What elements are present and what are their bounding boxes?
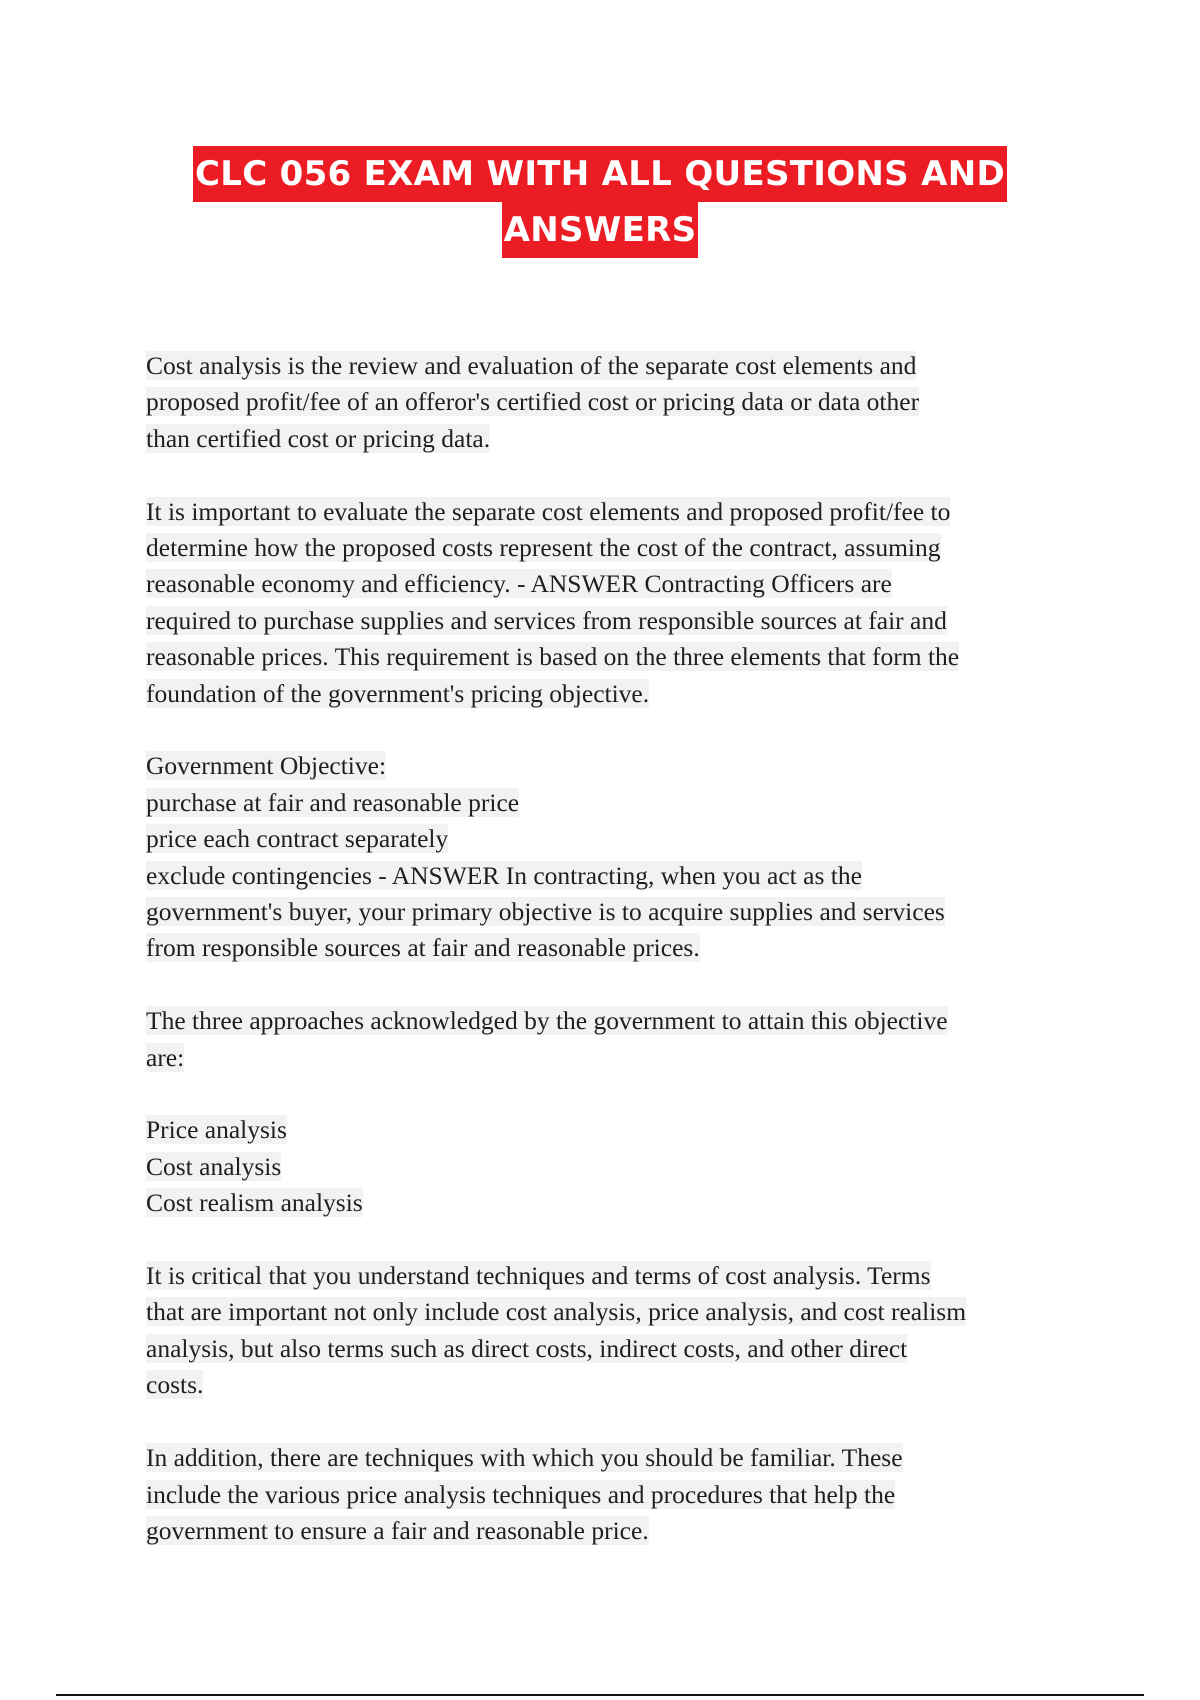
paragraph bbox=[146, 348, 1076, 457]
page-bottom-rule bbox=[56, 1694, 1144, 1696]
text-line: foundation of the government's pricing objective. bbox=[146, 678, 650, 708]
text-line: analysis, but also terms such as direct costs, indirect costs, and other direct bbox=[146, 1333, 908, 1363]
text-line: reasonable prices. This requirement is based on the three elements that form the bbox=[146, 642, 960, 672]
text-line: determine how the proposed costs represent the cost of the contract, assuming bbox=[146, 533, 941, 563]
text-line: It is important to evaluate the separate cost elements and proposed profit/fee to bbox=[146, 496, 951, 526]
document-body bbox=[146, 348, 1076, 1586]
text-line: exclude contingencies - ANSWER In contracting, when you act as the bbox=[146, 860, 862, 890]
text-line: include the various price analysis techniques and procedures that help the bbox=[146, 1479, 896, 1509]
paragraph bbox=[146, 748, 1076, 966]
text-line: are: bbox=[146, 1042, 185, 1072]
text-line: that are important not only include cost analysis, price analysis, and cost realism bbox=[146, 1297, 967, 1327]
text-line: It is critical that you understand techniques and terms of cost analysis. Terms bbox=[146, 1261, 931, 1291]
text-line: government's buyer, your primary objective is to acquire supplies and services bbox=[146, 897, 945, 927]
text-line: costs. bbox=[146, 1370, 204, 1400]
text-line: from responsible sources at fair and reasonable prices. bbox=[146, 933, 700, 963]
text-line: required to purchase supplies and services from responsible sources at fair and bbox=[146, 605, 947, 635]
paragraph bbox=[146, 1112, 1076, 1221]
text-line: In addition, there are techniques with which you should be familiar. These bbox=[146, 1443, 903, 1473]
text-line: reasonable economy and efficiency. - ANSWER Contracting Officers are bbox=[146, 569, 892, 599]
title-line: ANSWERS bbox=[502, 202, 699, 258]
document-title bbox=[0, 146, 1200, 258]
paragraph bbox=[146, 1440, 1076, 1549]
text-line: proposed profit/fee of an offeror's certified cost or pricing data or data other bbox=[146, 387, 920, 417]
list-item: Cost realism analysis bbox=[146, 1188, 363, 1218]
paragraph bbox=[146, 494, 1076, 712]
paragraph bbox=[146, 1003, 1076, 1076]
paragraph bbox=[146, 1258, 1076, 1404]
text-line: than certified cost or pricing data. bbox=[146, 423, 491, 453]
text-line: purchase at fair and reasonable price bbox=[146, 787, 520, 817]
text-line: Cost analysis is the review and evaluation of the separate cost elements and bbox=[146, 351, 917, 380]
text-line: The three approaches acknowledged by the government to attain this objective bbox=[146, 1006, 948, 1036]
list-item: Price analysis bbox=[146, 1115, 287, 1145]
text-line: government to ensure a fair and reasonable price. bbox=[146, 1515, 649, 1545]
text-line: Government Objective: bbox=[146, 751, 387, 781]
list-item: Cost analysis bbox=[146, 1151, 282, 1181]
title-line: CLC 056 EXAM WITH ALL QUESTIONS AND bbox=[193, 146, 1007, 202]
text-line: price each contract separately bbox=[146, 824, 449, 854]
